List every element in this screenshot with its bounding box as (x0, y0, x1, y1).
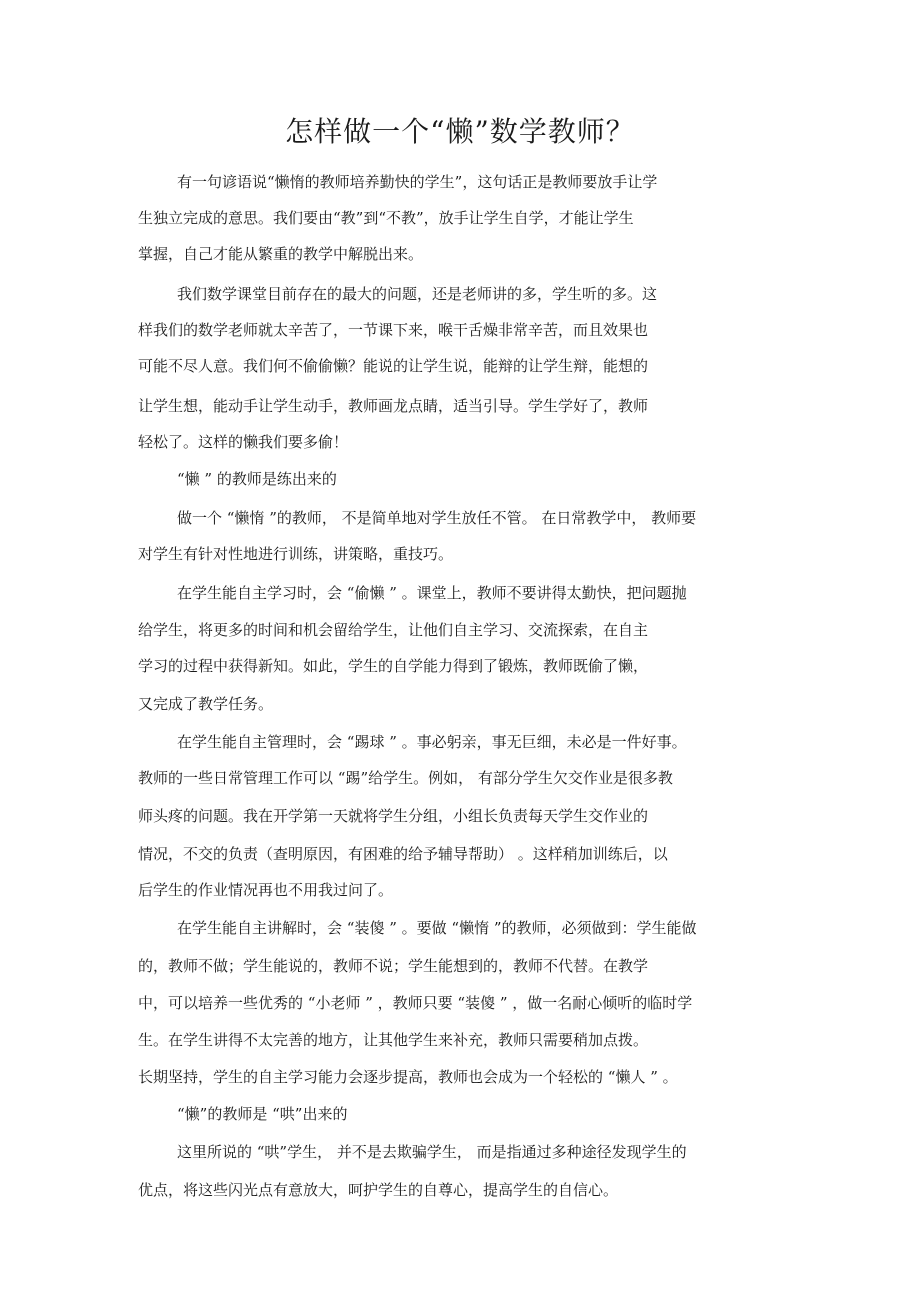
paragraph-line: 在学生能自主学习时，会 “偷懒 ” 。课堂上，教师不要讲得太勤快，把问题抛 (177, 584, 687, 602)
paragraph-line: 后学生的作业情况再也不用我过问了。 (138, 881, 394, 899)
paragraph-line: 师头疼的问题。我在开学第一天就将学生分组，小组长负责每天学生交作业的 (138, 807, 649, 825)
paragraph-line: 有一句谚语说“懒惰的教师培养勤快的学生”，这句话正是教师要放手让学 (177, 173, 658, 191)
paragraph-line: 又完成了教学任务。 (138, 695, 274, 713)
paragraph-line: 在学生能自主讲解时，会 “装傻 ” 。要做 “懒惰 ”的教师，必须做到：学生能做 (177, 919, 697, 937)
paragraph-line: 生。在学生讲得不太完善的地方，让其他学生来补充，教师只需要稍加点拨。 (138, 1031, 649, 1049)
paragraph-line: 轻松了。这样的懒我们要多偷！ (138, 433, 349, 451)
paragraph-line: 学习的过程中获得新知。如此，学生的自学能力得到了锻炼，教师既偷了懒， (138, 657, 649, 675)
paragraph-line: 我们数学课堂目前存在的最大的问题，还是老师讲的多，学生听的多。这 (177, 285, 658, 303)
paragraph-line: 的，教师不做；学生能说的，教师不说；学生能想到的，教师不代替。在教学 (138, 957, 649, 975)
paragraph-line: 教师的一些日常管理工作可以 “踢”给学生。例如， 有部分学生欠交作业是很多教 (138, 769, 673, 787)
paragraph-line: 让学生想，能动手让学生动手，教师画龙点睛，适当引导。学生学好了，教师 (138, 397, 649, 415)
paragraph-line: 生独立完成的意思。我们要由“教”到“不教”，放手让学生自学，才能让学生 (138, 209, 634, 227)
paragraph-line: 这里所说的 “哄”学生， 并不是去欺骗学生， 而是指通过多种途径发现学生的 (177, 1143, 687, 1161)
section-heading: “懒 ” 的教师是练出来的 (177, 470, 337, 488)
paragraph-line: 掌握，自己才能从繁重的教学中解脱出来。 (138, 245, 424, 263)
document-title: 怎样做一个“懒”数学教师？ (285, 115, 635, 148)
paragraph-line: 中，可以培养一些优秀的 “小老师 ” ，教师只要 “装傻 ” ，做一名耐心倾听的临时学 (138, 994, 693, 1012)
paragraph-line: 对学生有针对性地进行训练，讲策略，重技巧。 (138, 545, 454, 563)
paragraph-line: 优点，将这些闪光点有意放大，呵护学生的自尊心，提高学生的自信心。 (138, 1181, 619, 1199)
paragraph-line: 长期坚持，学生的自主学习能力会逐步提高，教师也会成为一个轻松的 “懒人 ” 。 (138, 1068, 678, 1086)
paragraph-line: 样我们的数学老师就太辛苦了，一节课下来，喉干舌燥非常辛苦，而且效果也 (138, 321, 649, 339)
paragraph-line: 情况，不交的负责（查明原因，有困难的给予辅导帮助） 。这样稍加训练后，以 (138, 845, 668, 863)
paragraph-line: 可能不尽人意。我们何不偷偷懒？能说的让学生说，能辩的让学生辩，能想的 (138, 357, 649, 375)
paragraph-line: 在学生能自主管理时，会 “踢球 ” 。事必躬亲，事无巨细，未必是一件好事。 (177, 733, 687, 751)
paragraph-line: 给学生，将更多的时间和机会留给学生，让他们自主学习、交流探索，在自主 (138, 621, 649, 639)
paragraph-line: 做一个 “懒惰 ”的教师， 不是简单地对学生放任不管。 在日常教学中， 教师要 (177, 509, 697, 527)
section-heading: “懒”的教师是 “哄”出来的 (177, 1105, 348, 1123)
